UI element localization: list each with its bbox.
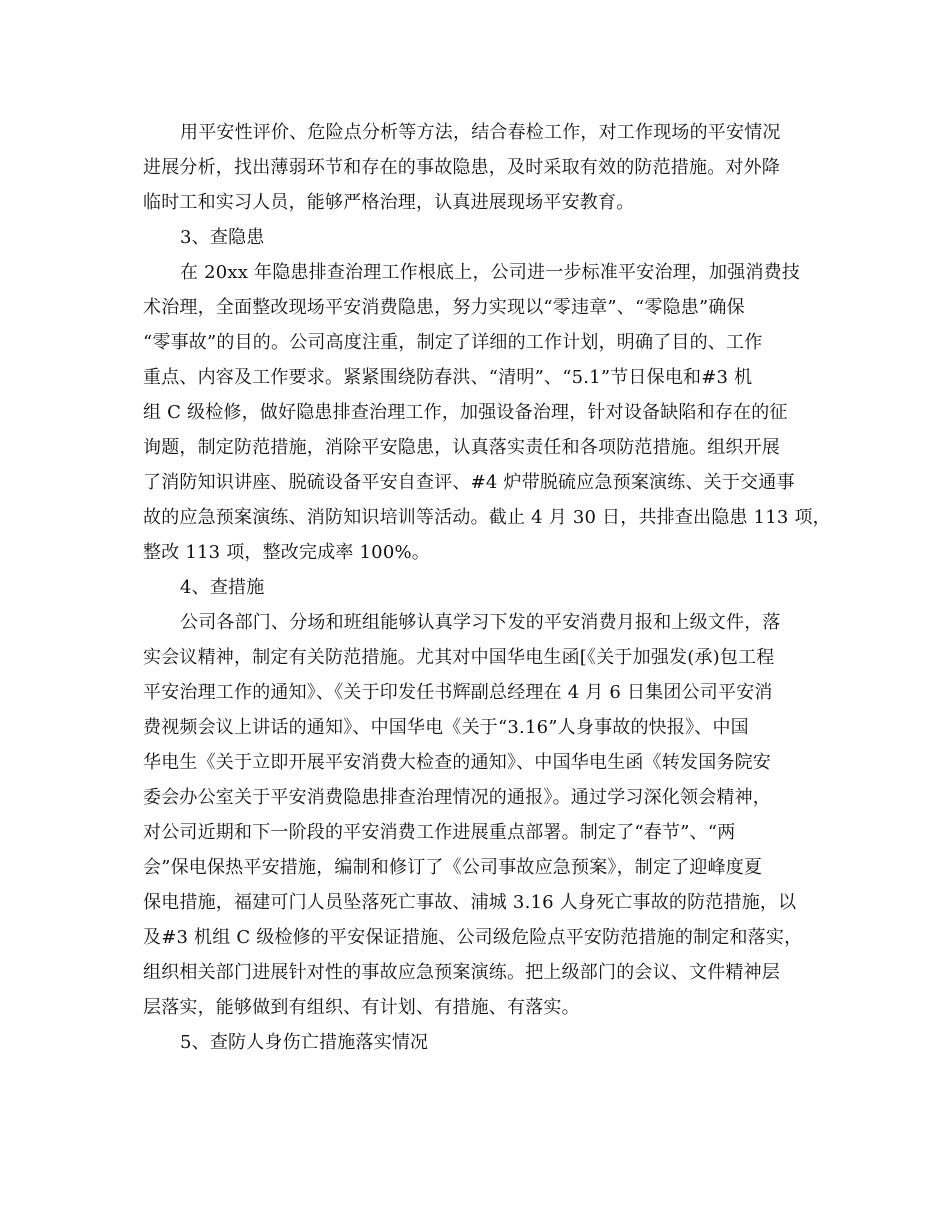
paragraph-line: 故的应急预案演练、消防知识培训等活动。截止 4 月 30 日，共排查出隐患 113 项， <box>143 507 831 528</box>
paragraph-line: 术治理，全面整改现场平安消费隐患，努力实现以“零违章”、“零隐患”确保 <box>143 297 745 318</box>
paragraph-line: 用平安性评价、危险点分析等方法，结合春检工作，对工作现场的平安情况 <box>180 122 781 143</box>
paragraph-line: 临时工和实习人员，能够严格治理，认真进展现场平安教育。 <box>143 192 635 213</box>
paragraph-line: 保电措施，福建可门人员坠落死亡事故、浦城 3.16 人身死亡事故的防范措施，以 <box>143 892 797 913</box>
section-heading: 3、查隐患 <box>180 227 265 248</box>
paragraph-line: 询题，制定防范措施，消除平安隐患，认真落实责任和各项防范措施。组织开展 <box>143 437 780 458</box>
paragraph-line: 对公司近期和下一阶段的平安消费工作进展重点部署。制定了“春节”、“两 <box>143 822 736 843</box>
paragraph-line: 组 C 级检修，做好隐患排查治理工作，加强设备治理，针对设备缺陷和存在的征 <box>143 402 788 423</box>
paragraph-line: 重点、内容及工作要求。紧紧围绕防春洪、“清明”、“5.1”节日保电和#3 机 <box>143 367 753 388</box>
paragraph-line: 实会议精神，制定有关防范措施。尤其对中国华电生函[《关于加强发(承)包工程 <box>143 647 775 668</box>
paragraph-line: 费视频会议上讲话的通知》、中国华电《关于“3.16”人身事故的快报》、中国 <box>143 717 749 738</box>
section-heading: 5、查防人身伤亡措施落实情况 <box>180 1032 429 1053</box>
paragraph-line: 整改 113 项，整改完成率 100%。 <box>143 542 430 563</box>
paragraph-line: 在 20xx 年隐患排查治理工作根底上，公司进一步标准平安治理，加强消费技 <box>180 262 801 283</box>
paragraph-line: 组织相关部门进展针对性的事故应急预案演练。把上级部门的会议、文件精神层 <box>143 962 780 983</box>
paragraph-line: 层落实，能够做到有组织、有计划、有措施、有落实。 <box>143 997 580 1018</box>
paragraph-line: 公司各部门、分场和班组能够认真学习下发的平安消费月报和上级文件，落 <box>180 612 781 633</box>
section-heading: 4、查措施 <box>180 577 265 598</box>
paragraph-line: 平安治理工作的通知》、《关于印发任书辉副总经理在 4 月 6 日集团公司平安消 <box>143 682 773 703</box>
paragraph-line: 委会办公室关于平安消费隐患排查治理情况的通报》。通过学习深化领会精神， <box>143 787 771 808</box>
paragraph-line: “零事故”的目的。公司高度注重，制定了详细的工作计划，明确了目的、工作 <box>143 332 763 353</box>
paragraph-line: 了消防知识讲座、脱硫设备平安自查评、#4 炉带脱硫应急预案演练、关于交通事 <box>143 472 795 493</box>
paragraph-line: 会”保电保热平安措施，编制和修订了《公司事故应急预案》，制定了迎峰度夏 <box>143 857 763 878</box>
paragraph-line: 进展分析，找出薄弱环节和存在的事故隐患，及时采取有效的防范措施。对外降 <box>143 157 780 178</box>
paragraph-line: 华电生《关于立即开展平安消费大检查的通知》、中国华电生函《转发国务院安 <box>143 752 771 773</box>
paragraph-line: 及#3 机组 C 级检修的平安保证措施、公司级危险点平安防范措施的制定和落实， <box>143 927 803 948</box>
